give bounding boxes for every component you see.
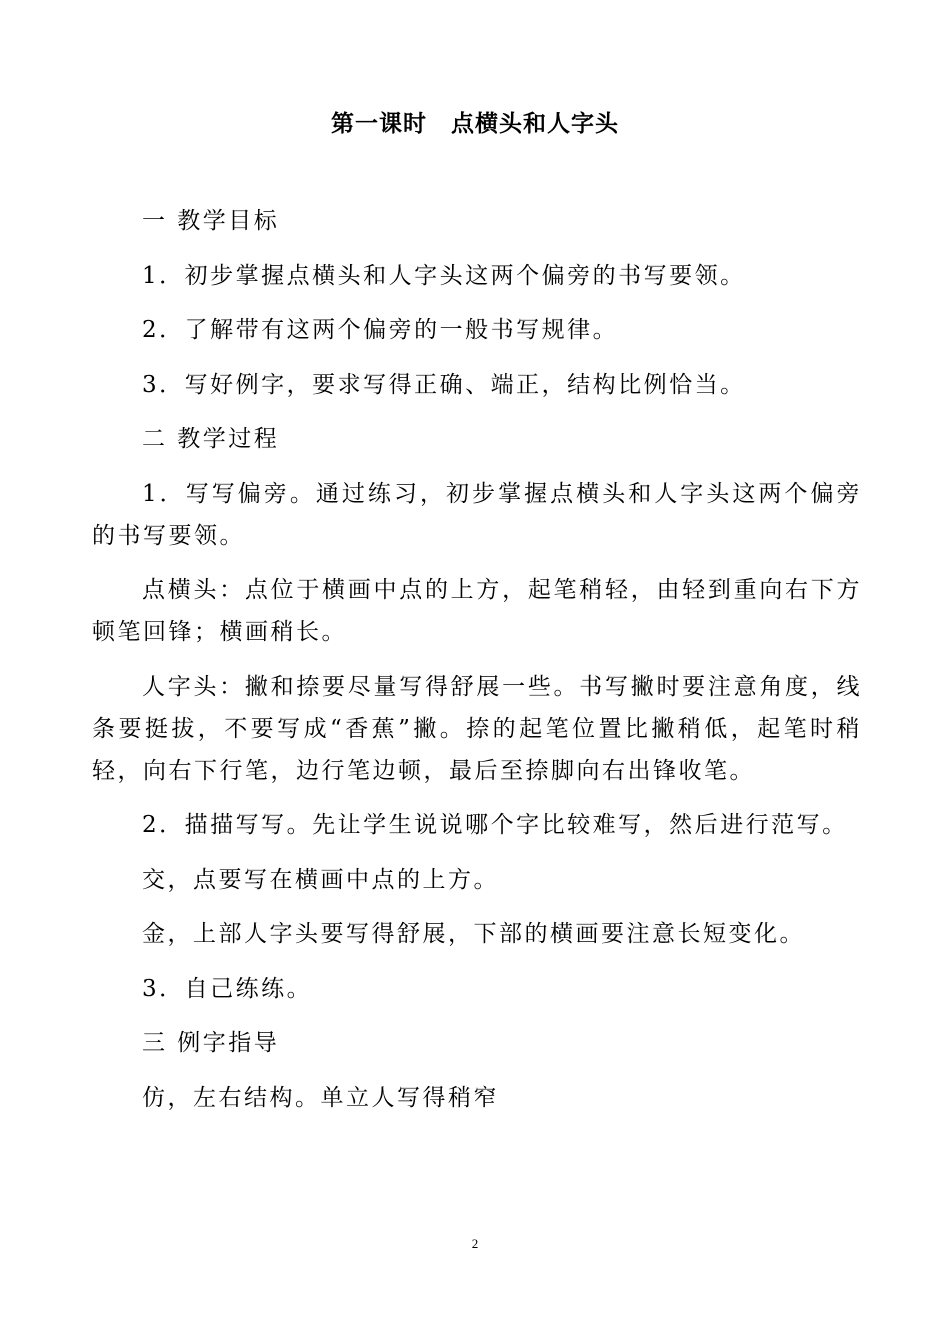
dot-horizontal-radical-note: 点横头：点位于横画中点的上方，起笔稍轻，由轻到重向右下方顿笔回锋；横画稍长。 [92, 577, 862, 645]
section-heading-process: 二 教学过程 [142, 426, 280, 452]
section-heading-goals: 一 教学目标 [142, 208, 280, 234]
lesson-body [92, 200, 862, 1131]
example-jin: 金，上部人字头要写得舒展，下部的横画要注意长短变化。 [142, 921, 805, 947]
lesson-title: 第一课时 点横头和人字头 [331, 110, 619, 137]
example-fang: 仿，左右结构。单立人写得稍窄 [142, 1084, 499, 1111]
example-jiao: 交，点要写在横画中点的上方。 [142, 866, 499, 893]
process-step-2: 2．描描写写。先让学生说说哪个字比较难写，然后进行范写。 [142, 812, 848, 838]
section-heading-examples: 三 例字指导 [142, 1030, 280, 1056]
page-number: 2 [471, 1236, 479, 1251]
person-radical-note: 人字头：撇和捺要尽量写得舒展一些。书写撇时要注意角度，线条要挺拔，不要写成“香蕉”撇。捺的起笔位置比撇稍低，起笔时稍轻，向右下行笔，边行笔边顿，最后至捺脚向右出锋收笔。 [92, 673, 862, 784]
goal-item-2: 2．了解带有这两个偏旁的一般书写规律。 [142, 317, 619, 343]
goal-item-3: 3．写好例字，要求写得正确、端正，结构比例恰当。 [142, 371, 746, 398]
goal-item-1: 1．初步掌握点横头和人字头这两个偏旁的书写要领。 [142, 262, 746, 289]
process-step-1: 1．写写偏旁。通过练习，初步掌握点横头和人字头这两个偏旁的书写要领。 [92, 480, 862, 549]
process-step-3: 3．自己练练。 [142, 975, 313, 1002]
